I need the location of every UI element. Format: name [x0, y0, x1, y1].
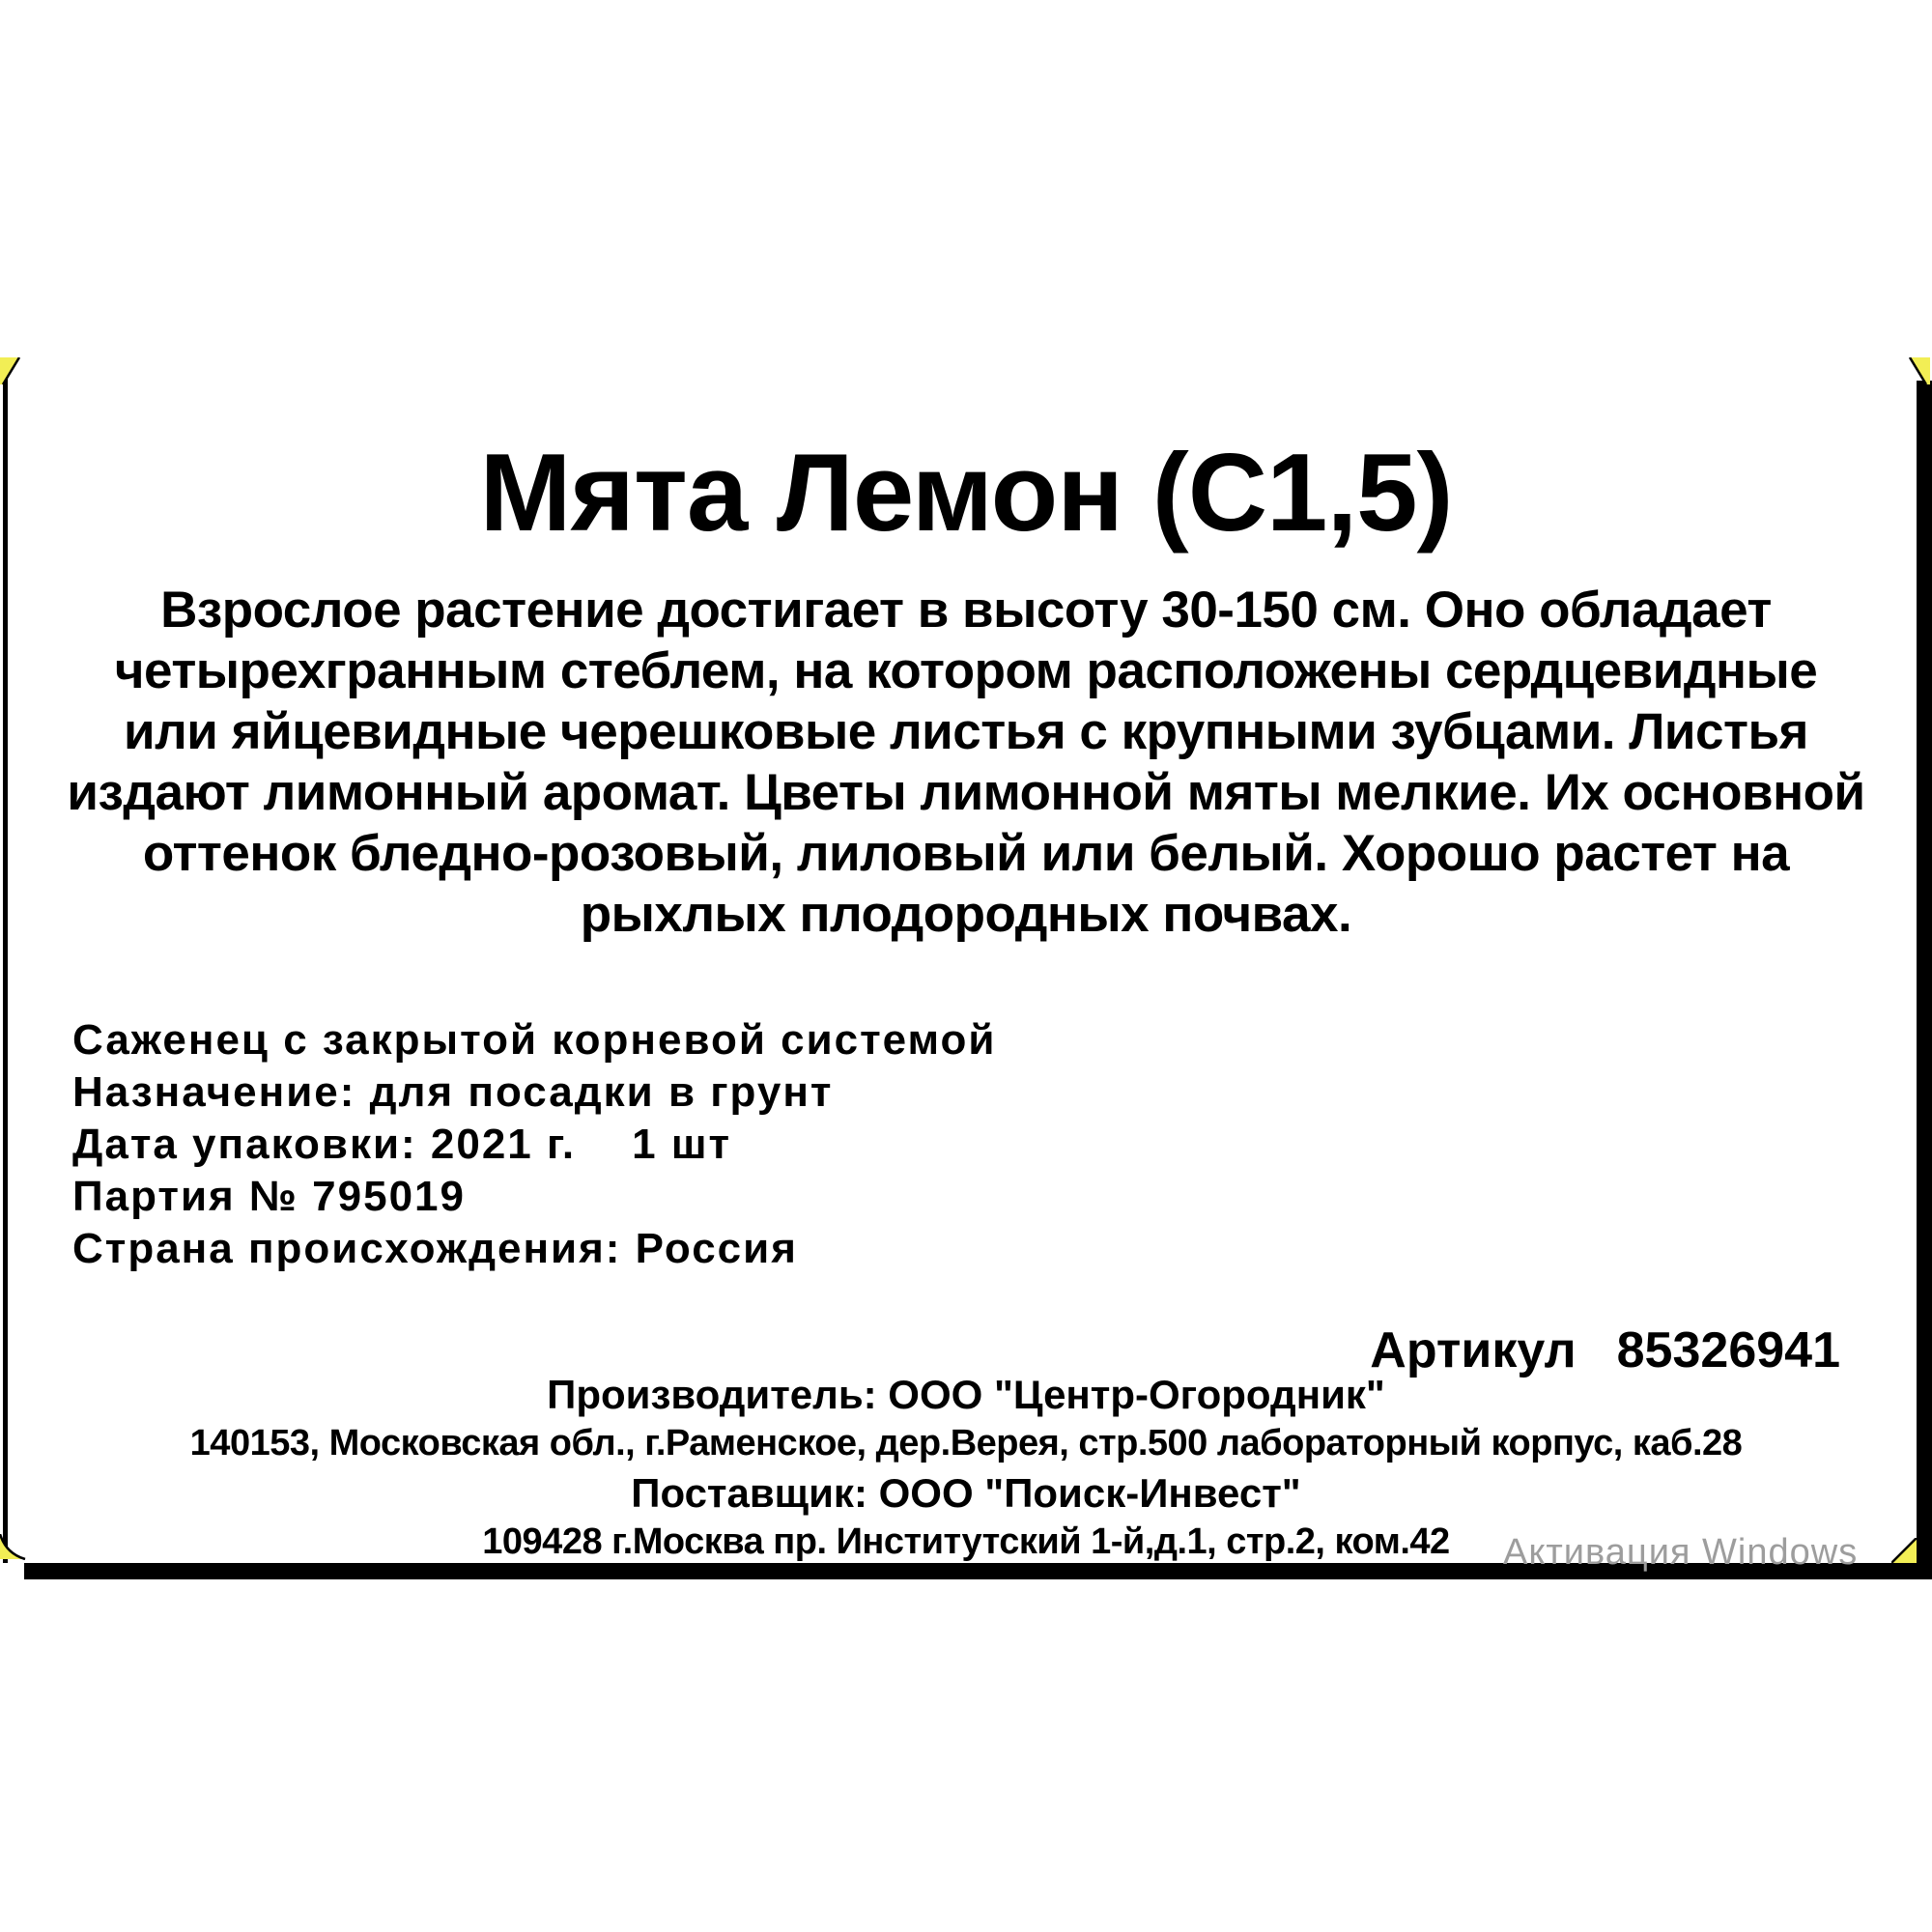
product-title: Мята Лемон (С1,5) — [479, 432, 1453, 554]
detail-packing-date: Дата упаковки: 2021 г. 1 шт — [72, 1121, 732, 1168]
detail-country-of-origin: Страна происхождения: Россия — [72, 1225, 798, 1272]
sku-label: Артикул — [1370, 1322, 1577, 1378]
supplier-line: Поставщик: ООО "Поиск-Инвест" — [631, 1470, 1301, 1516]
manufacturer-address-line: 140153, Московская обл., г.Раменское, дер.Верея, стр.500 лабораторный корпус, каб.28 — [189, 1423, 1743, 1463]
product-description — [0, 580, 1932, 945]
detail-purpose: Назначение: для посадки в грунт — [72, 1068, 834, 1116]
description-line: оттенок бледно-розовый, лиловый или белый. Хорошо растет на — [142, 825, 1790, 882]
description-line: рыхлых плодородных почвах. — [580, 886, 1352, 943]
detail-quantity: 1 шт — [632, 1121, 732, 1168]
product-details — [72, 1014, 996, 1275]
detail-batch-number: Партия № 795019 — [72, 1173, 466, 1220]
detail-root-system: Саженец с закрытой корневой системой — [72, 1016, 997, 1064]
description-line: издают лимонный аромат. Цветы лимонной мяты мелкие. Их основной — [67, 764, 1865, 821]
corner-fold-top-left-icon — [0, 357, 23, 384]
sku-value: 85326941 — [1616, 1322, 1840, 1378]
corner-fold-top-right-icon — [1905, 357, 1932, 384]
description-line: четырехгранным стеблем, на котором расположены сердцевидные — [114, 642, 1818, 699]
description-line: Взрослое растение достигает в высоту 30-150 см. Оно обладает — [160, 582, 1772, 639]
supplier-address-line: 109428 г.Москва пр. Институтский 1-й,д.1, стр.2, ком.42 — [482, 1521, 1450, 1562]
description-line: или яйцевидные черешковые листья с крупными зубцами. Листья — [124, 703, 1808, 760]
manufacturer-line: Производитель: ООО "Центр-Огородник" — [547, 1372, 1385, 1417]
windows-activation-watermark: Активация Windows — [1503, 1532, 1859, 1573]
